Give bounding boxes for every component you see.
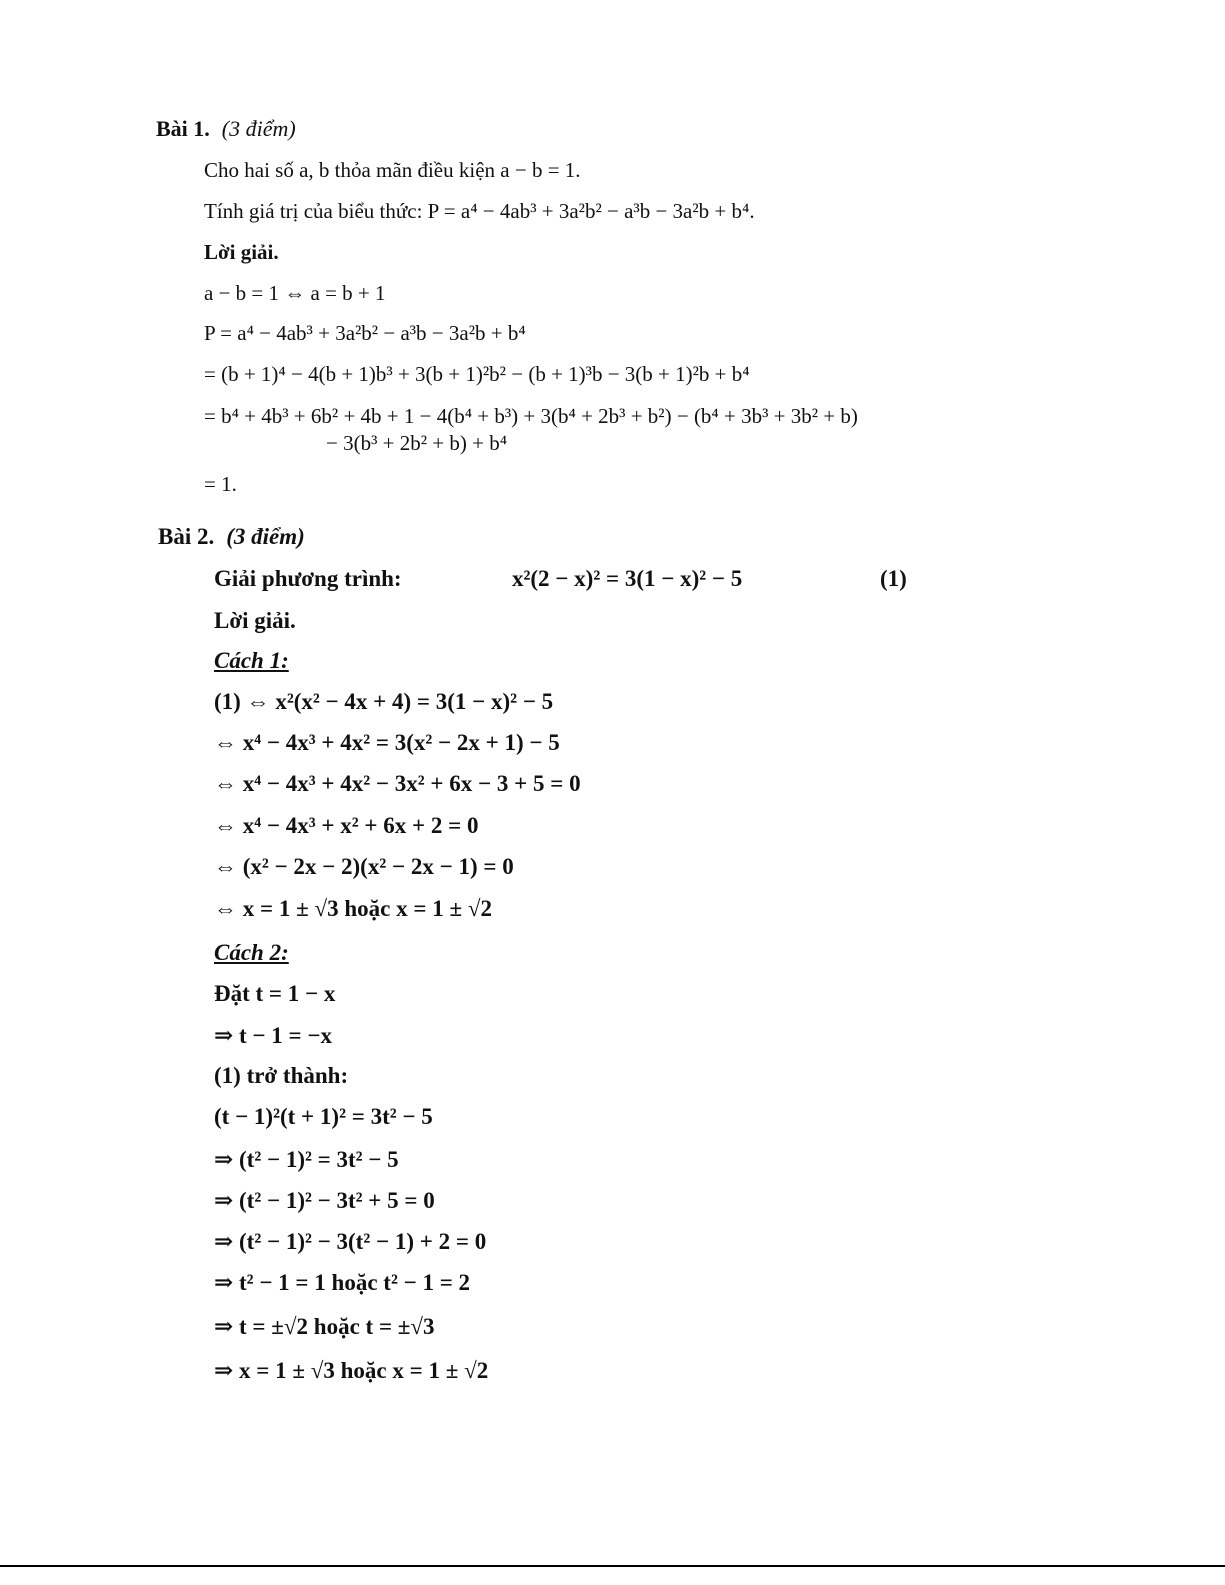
- method-2-step: ⇒ (t² − 1)² = 3t² − 5: [214, 1147, 399, 1172]
- method-1-label: Cách 1:: [214, 648, 289, 673]
- method-2-step: (t − 1)²(t + 1)² = 3t² − 5: [214, 1104, 433, 1129]
- method-2-step: ⇒ (t² − 1)² − 3t² + 5 = 0: [214, 1188, 435, 1213]
- method-1-step: (1) ⇔ x²(x² − 4x + 4) = 3(1 − x)² − 5: [214, 689, 554, 714]
- problem-1-expression: Tính giá trị của biểu thức: P = a⁴ − 4ab³ + 3a²b² − a³b − 3a²b + b⁴.: [204, 199, 755, 223]
- problem-2-points: (3 điểm): [226, 524, 305, 549]
- problem-2-statement: [214, 566, 974, 592]
- method-2-step: ⇒ t = ±√2 hoặc t = ±√3: [214, 1314, 435, 1339]
- method-1-step: ⇔ x⁴ − 4x³ + x² + 6x + 2 = 0: [214, 813, 479, 838]
- problem-1-step: P = a⁴ − 4ab³ + 3a²b² − a³b − 3a²b + b⁴: [204, 321, 526, 345]
- method-1-step: ⇔ x⁴ − 4x³ + 4x² − 3x² + 6x − 3 + 5 = 0: [214, 771, 581, 796]
- page-bottom-rule: [0, 1565, 1225, 1567]
- method-1-step: ⇔ x⁴ − 4x³ + 4x² = 3(x² − 2x + 1) − 5: [214, 730, 560, 755]
- problem-2-title: [158, 524, 305, 550]
- problem-1-step: = b⁴ + 4b³ + 6b² + 4b + 1 − 4(b⁴ + b³) + 3(b⁴ + 2b³ + b²) − (b⁴ + 3b³ + 3b² + b): [204, 404, 858, 428]
- problem-1-result: = 1.: [204, 472, 237, 496]
- method-1-step: ⇔ (x² − 2x − 2)(x² − 2x − 1) = 0: [214, 854, 514, 879]
- problem-2-solution-heading: Lời giải.: [214, 608, 296, 633]
- method-1-result: ⇔ x = 1 ± √3 hoặc x = 1 ± √2: [214, 896, 492, 921]
- problem-2-equation-number: (1): [880, 566, 907, 591]
- method-2-result: ⇒ x = 1 ± √3 hoặc x = 1 ± √2: [214, 1358, 489, 1383]
- problem-1-step-continuation: − 3(b³ + 2b² + b) + b⁴: [326, 431, 508, 455]
- method-2-step: ⇒ (t² − 1)² − 3(t² − 1) + 2 = 0: [214, 1229, 487, 1254]
- problem-1-number: Bài 1.: [156, 116, 210, 141]
- method-2-step: Đặt t = 1 − x: [214, 981, 336, 1006]
- problem-1-title: [156, 116, 296, 142]
- problem-1-step: a − b = 1 ⇔ a = b + 1: [204, 281, 386, 305]
- method-2-step: (1) trở thành:: [214, 1063, 349, 1088]
- method-2-step: ⇒ t − 1 = −x: [214, 1023, 332, 1048]
- problem-2-label: Giải phương trình:: [214, 566, 402, 591]
- problem-1-step: = (b + 1)⁴ − 4(b + 1)b³ + 3(b + 1)²b² − (b + 1)³b − 3(b + 1)²b + b⁴: [204, 362, 750, 386]
- problem-2-equation: x²(2 − x)² = 3(1 − x)² − 5: [512, 566, 743, 591]
- problem-1-points: (3 điểm): [221, 116, 296, 141]
- problem-2-number: Bài 2.: [158, 524, 215, 549]
- problem-1-condition: Cho hai số a, b thỏa mãn điều kiện a − b = 1.: [204, 158, 581, 182]
- problem-1-solution-heading: Lời giải.: [204, 240, 279, 264]
- method-2-step: ⇒ t² − 1 = 1 hoặc t² − 1 = 2: [214, 1270, 471, 1295]
- method-2-label: Cách 2:: [214, 940, 289, 965]
